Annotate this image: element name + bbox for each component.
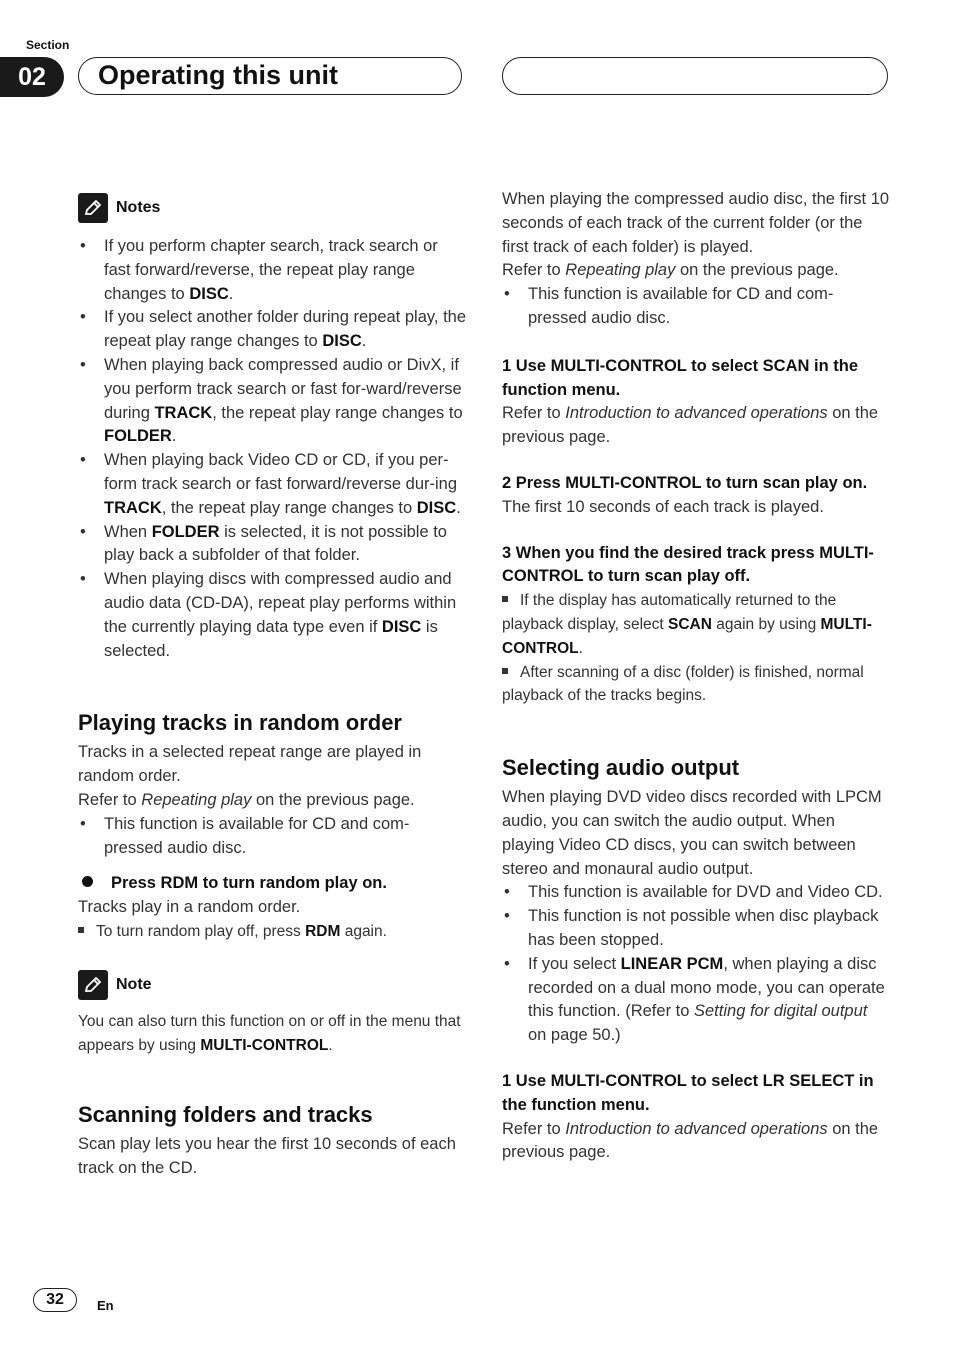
list-item: • This function is available for CD and com-pressed audio disc. <box>502 283 890 331</box>
random-bullets <box>78 813 466 861</box>
scan-step-2-desc: The first 10 seconds of each track is played. <box>502 497 824 516</box>
right-column <box>502 188 890 1165</box>
scan-bullets <box>502 283 890 331</box>
scan-note-2: After scanning of a disc (folder) is finished, normal playback of the tracks begins. <box>502 663 864 705</box>
scan-step-1: 1 Use MULTI-CONTROL to select SCAN in the function menu. <box>502 356 859 399</box>
list-item: • If you perform chapter search, track search or fast forward/reverse, the repeat play range changes to DISC. <box>78 235 466 306</box>
scan-note-1: If the display has automatically returned to the playback display, select SCAN again by using MULTI-CONTROL. <box>502 592 872 657</box>
page-number: 32 <box>33 1288 77 1312</box>
random-step-desc: Tracks play in a random order. <box>78 898 301 917</box>
list-item: • When playing back compressed audio or DivX, if you perform track search or fast for-ward/reverse during TRACK, the repeat play range changes to FOLDER. <box>78 354 466 449</box>
list-item: • If you select another folder during repeat play, the repeat play range changes to DISC. <box>78 306 466 354</box>
audio-bullets <box>502 881 890 1048</box>
random-intro: Tracks in a selected repeat range are played in random order. <box>78 743 422 786</box>
random-off-note: To turn random play off, press RDM again. <box>78 920 466 944</box>
audio-step-1: 1 Use MULTI-CONTROL to select LR SELECT in the function menu. <box>502 1071 874 1114</box>
square-bullet-icon <box>78 927 84 933</box>
section-label: Section <box>26 38 70 52</box>
note-text: You can also turn this function on or off in the menu that appears by using MULTI-CONTROL. <box>78 1012 461 1054</box>
bullet-dot-icon <box>82 876 93 887</box>
pencil-icon <box>78 193 108 223</box>
scan-step-1-refer: Refer to Introduction to advanced operations on the previous page. <box>502 404 879 447</box>
scan-continuation: When playing the compressed audio disc, the first 10 seconds of each track of the current folder (or the first track of each folder) is played. <box>502 190 890 256</box>
scan-step-2: 2 Press MULTI-CONTROL to turn scan play on. <box>502 473 868 492</box>
section-number-badge: 02 <box>0 57 64 97</box>
scan-step-3: 3 When you find the desired track press MULTI-CONTROL to turn scan play off. <box>502 543 874 586</box>
page-title: Operating this unit <box>98 60 338 90</box>
left-column <box>78 193 466 1181</box>
section-heading-audio: Selecting audio output <box>502 755 740 781</box>
list-item: • If you select LINEAR PCM, when playing a disc recorded on a dual mono mode, you can operate this function. (Refer to Setting for digital output on page 50.) <box>502 953 890 1048</box>
note-title: Note <box>116 975 152 993</box>
square-bullet-icon <box>502 668 508 674</box>
notes-title: Notes <box>116 199 161 217</box>
list-item: • This function is available for CD and com-pressed audio disc. <box>78 813 466 861</box>
audio-intro: When playing DVD video discs recorded with LPCM audio, you can switch the audio output. When playing Video CD discs, you can switch between stereo and monaural audio output. <box>502 788 882 878</box>
section-heading-scan: Scanning folders and tracks <box>78 1102 373 1128</box>
list-item: • When playing discs with compressed audio and audio data (CD-DA), repeat play performs within the currently playing data type even if DISC is selected. <box>78 568 466 663</box>
list-item: • This function is not possible when disc playback has been stopped. <box>502 905 890 953</box>
language-label: En <box>97 1298 114 1313</box>
square-bullet-icon <box>502 596 508 602</box>
list-item: • When playing back Video CD or CD, if you per-form track search or fast forward/reverse dur-ing TRACK, the repeat play range changes to DISC. <box>78 449 466 520</box>
audio-step-1-refer: Refer to Introduction to advanced operations on the previous page. <box>502 1119 879 1162</box>
random-refer: Refer to Repeating play on the previous page. <box>78 790 415 809</box>
scan-intro: Scan play lets you hear the first 10 seconds of each track on the CD. <box>78 1135 456 1178</box>
note-header <box>78 970 466 1000</box>
pencil-icon <box>78 970 108 1000</box>
list-item: • When FOLDER is selected, it is not possible to play back a subfolder of that folder. <box>78 521 466 569</box>
section-heading-random: Playing tracks in random order <box>78 710 402 736</box>
random-step: Press RDM to turn random play on. <box>78 872 466 896</box>
scan-refer: Refer to Repeating play on the previous page. <box>502 261 839 280</box>
notes-list <box>78 235 466 663</box>
list-item: • This function is available for DVD and Video CD. <box>502 881 890 905</box>
blank-header-frame <box>502 57 888 95</box>
notes-header <box>78 193 466 223</box>
